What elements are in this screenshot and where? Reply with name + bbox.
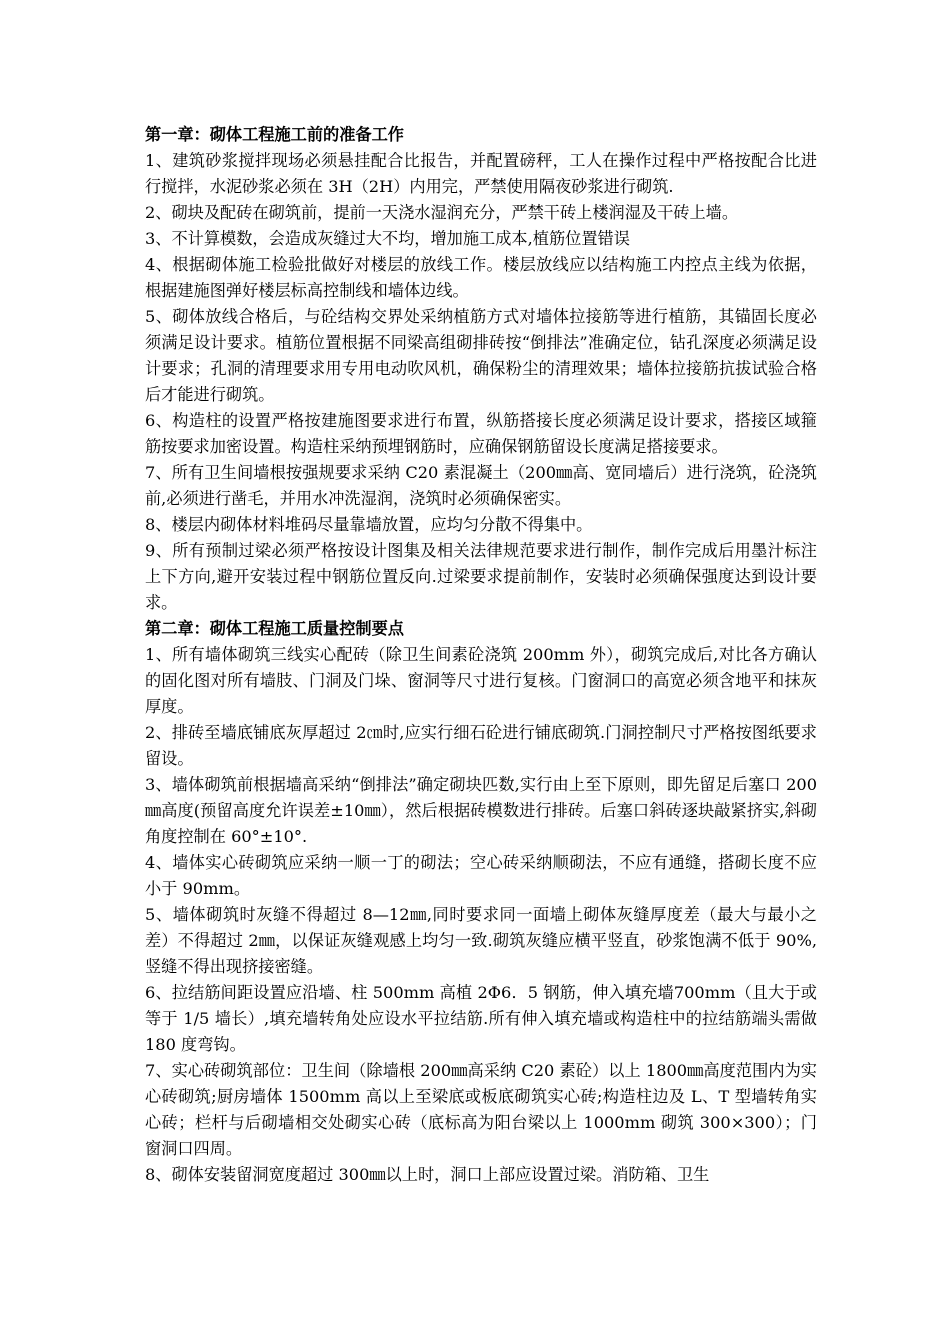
chapter-1-item-4: 4、根据砌体施工检验批做好对楼层的放线工作。楼层放线应以结构施工内控点主线为依据，根据建施图弹好楼层标高控制线和墙体边线。	[145, 255, 817, 300]
chapter-1-item-6: 6、构造柱的设置严格按建施图要求进行布置，纵筋搭接长度必须满足设计要求，搭接区域箍筋按要求加密设置。构造柱采纳预埋钢筋时，应确保钢筋留设长度满足搭接要求。	[145, 411, 817, 456]
chapter-1-item-8: 8、楼层内砌体材料堆码尽量靠墙放置，应均匀分散不得集中。	[145, 515, 593, 534]
chapter-1-item-7: 7、所有卫生间墙根按强规要求采纳 C20 素混凝土（200㎜高、宽同墙后）进行浇筑，砼浇筑前,必须进行凿毛，并用水冲洗湿润，浇筑时必须确保密实。	[145, 463, 817, 508]
chapter-1-title: 第一章：砌体工程施工前的准备工作	[145, 125, 404, 144]
document-body	[145, 122, 817, 1188]
chapter-2-item-7: 7、实心砖砌筑部位：卫生间（除墙根 200㎜高采纳 C20 素砼）以上 1800㎜高度范围内为实心砖砌筑;厨房墙体 1500mm 高以上至梁底或板底砌筑实心砖;构造柱边及 L、T 型墙转角实心砖；栏杆与后砌墙相交处砌实心砖（底标高为阳台梁以上 1000mm 砌筑 300×300）；门窗洞口四周。	[145, 1061, 817, 1158]
chapter-1-item-1: 1、建筑砂浆搅拌现场必须悬挂配合比报告，并配置磅秤，工人在操作过程中严格按配合比进行搅拌，水泥砂浆必须在 3H（2H）内用完，严禁使用隔夜砂浆进行砌筑.	[145, 151, 817, 196]
chapter-2-item-2: 2、排砖至墙底铺底灰厚超过 2㎝时,应实行细石砼进行铺底砌筑.门洞控制尺寸严格按图纸要求留设。	[145, 723, 817, 768]
chapter-2-item-1: 1、所有墙体砌筑三线实心配砖（除卫生间素砼浇筑 200mm 外），砌筑完成后,对比各方确认的固化图对所有墙肢、门洞及门垛、窗洞等尺寸进行复核。门窗洞口的高宽必须含地平和抹灰厚度。	[145, 645, 817, 716]
chapter-2-item-6: 6、拉结筋间距设置应沿墙、柱 500mm 高植 2Φ6．5 钢筋，伸入填充墙700mm（且大于或等于 1/5 墙长）,填充墙转角处应设水平拉结筋.所有伸入填充墙或构造柱中的拉结筋端头需做 180 度弯钩。	[145, 983, 817, 1054]
chapter-1-item-2: 2、砌块及配砖在砌筑前，提前一天浇水湿润充分，严禁干砖上楼润湿及干砖上墙。	[145, 203, 739, 222]
chapter-2-item-3: 3、墙体砌筑前根据墙高采纳“倒排法”确定砌块匹数,实行由上至下原则，即先留足后塞口 200㎜高度(预留高度允许误差±10㎜），然后根据砖模数进行排砖。后塞口斜砖逐块敲紧挤实,斜砌角度控制在 60°±10°.	[145, 775, 817, 846]
chapter-1-item-3: 3、不计算模数，会造成灰缝过大不均，增加施工成本,植筋位置错误	[145, 229, 630, 248]
chapter-1-item-9: 9、所有预制过梁必须严格按设计图集及相关法律规范要求进行制作，制作完成后用墨汁标注上下方向,避开安装过程中钢筋位置反向.过梁要求提前制作，安装时必须确保强度达到设计要求。	[145, 541, 817, 612]
chapter-2-title: 第二章：砌体工程施工质量控制要点	[145, 619, 404, 638]
chapter-1-item-5: 5、砌体放线合格后，与砼结构交界处采纳植筋方式对墙体拉接筋等进行植筋，其锚固长度必须满足设计要求。植筋位置根据不同梁高组砌排砖按“倒排法”准确定位，钻孔深度必须满足设计要求；孔洞的清理要求用专用电动吹风机，确保粉尘的清理效果；墙体拉接筋抗拔试验合格后才能进行砌筑。	[145, 307, 817, 404]
chapter-2-item-5: 5、墙体砌筑时灰缝不得超过 8—12㎜,同时要求同一面墙上砌体灰缝厚度差（最大与最小之差）不得超过 2㎜，以保证灰缝观感上均匀一致.砌筑灰缝应横平竖直，砂浆饱满不低于 90%,竖缝不得出现挤接密缝。	[145, 905, 817, 976]
chapter-2-item-8: 8、砌体安装留洞宽度超过 300㎜以上时，洞口上部应设置过梁。消防箱、卫生	[145, 1165, 710, 1184]
chapter-2-item-4: 4、墙体实心砖砌筑应采纳一顺一丁的砌法；空心砖采纳顺砌法，不应有通缝，搭砌长度不应小于 90mm。	[145, 853, 817, 898]
